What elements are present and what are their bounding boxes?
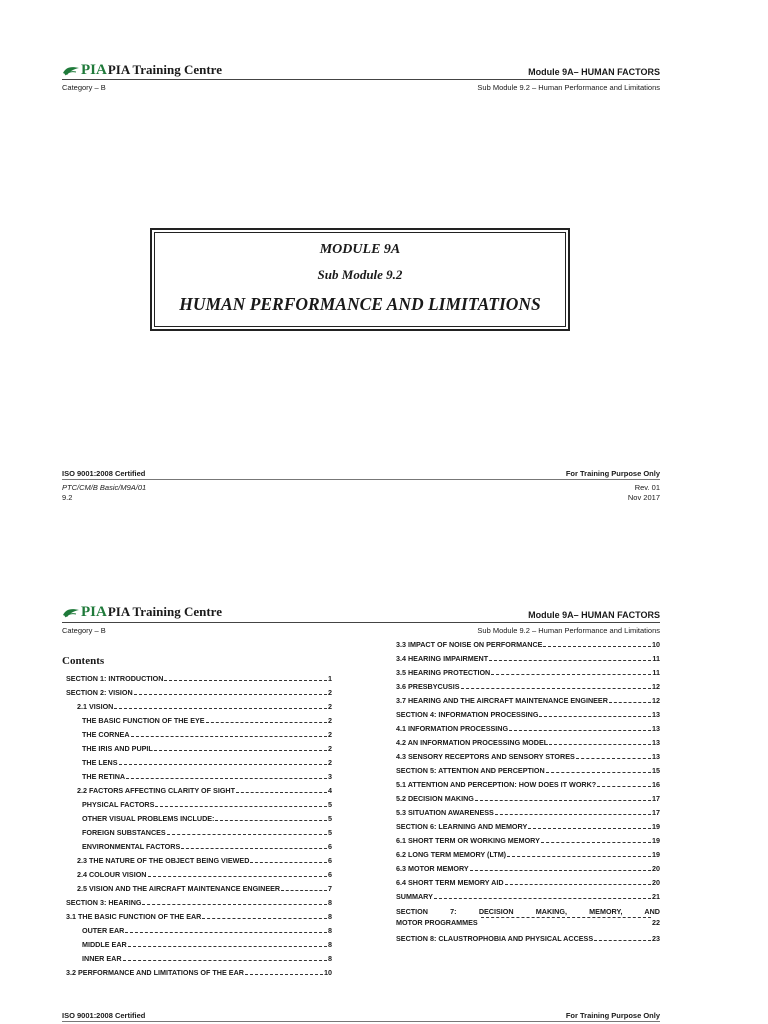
toc-entry-title: THE LENS xyxy=(82,758,118,767)
toc-entry-page: 8 xyxy=(328,940,332,949)
title-box xyxy=(150,228,570,331)
toc-entry-title: 2.5 VISION AND THE AIRCRAFT MAINTENANCE ENGINEER xyxy=(77,884,281,893)
toc-leader-dots xyxy=(528,828,651,829)
category-label: Category – B xyxy=(62,626,106,635)
pia-logo-icon xyxy=(62,607,80,619)
toc-entry-title: 6.1 SHORT TERM OR WORKING MEMORY xyxy=(396,836,540,845)
toc-leader-dots xyxy=(202,918,327,919)
toc-entry[interactable] xyxy=(396,848,660,862)
toc-leader-dots xyxy=(128,946,327,947)
toc-leader-dots xyxy=(126,778,327,779)
toc-entry-page: 8 xyxy=(328,954,332,963)
toc-entry-page: 22 xyxy=(652,918,660,927)
toc-leader-dots xyxy=(475,800,651,801)
toc-entry-title: SECTION 4: INFORMATION PROCESSING xyxy=(396,710,539,719)
toc-leader-dots xyxy=(491,674,651,675)
toc-leader-dots xyxy=(206,722,327,723)
logo-title: PIA Training Centre xyxy=(107,62,222,77)
toc-leader-dots xyxy=(123,960,327,961)
toc-entry-page: 5 xyxy=(328,828,332,837)
toc-entry[interactable] xyxy=(66,756,332,770)
toc-leader-dots xyxy=(507,856,651,857)
revision: Rev. 01 xyxy=(634,483,660,492)
toc-leader-dots xyxy=(597,786,651,787)
toc-left-column xyxy=(66,672,332,980)
toc-entry-title: SECTION 3: HEARING xyxy=(66,898,142,907)
toc-entry[interactable] xyxy=(396,806,660,820)
training-purpose-label: For Training Purpose Only xyxy=(565,469,660,478)
toc-entry[interactable] xyxy=(66,700,332,714)
toc-entry-page: 19 xyxy=(652,850,660,859)
toc-entry[interactable] xyxy=(66,798,332,812)
toc-entry[interactable] xyxy=(396,680,660,694)
toc-entry-title: THE IRIS AND PUPIL xyxy=(82,744,153,753)
toc-entry-page: 5 xyxy=(328,800,332,809)
toc-entry[interactable] xyxy=(396,834,660,848)
toc-entry[interactable] xyxy=(66,854,332,868)
toc-entry-title: 2.3 THE NATURE OF THE OBJECT BEING VIEWED xyxy=(77,856,250,865)
toc-entry[interactable] xyxy=(396,820,660,834)
toc-entry[interactable] xyxy=(66,952,332,966)
toc-entry[interactable] xyxy=(396,890,660,904)
toc-entry-title: 2.4 COLOUR VISION xyxy=(77,870,147,879)
logo xyxy=(62,63,222,77)
toc-entry[interactable] xyxy=(396,666,660,680)
submodule-title: Sub Module 9.2 xyxy=(317,267,403,282)
toc-entry[interactable] xyxy=(66,742,332,756)
toc-entry[interactable] xyxy=(66,938,332,952)
toc-entry-title: OTHER VISUAL PROBLEMS INCLUDE: xyxy=(82,814,215,823)
toc-leader-dots xyxy=(461,688,651,689)
toc-entry-page: 19 xyxy=(652,836,660,845)
toc-entry-title: 3.4 HEARING IMPAIRMENT xyxy=(396,654,489,663)
toc-entry-title: 3.3 IMPACT OF NOISE ON PERFORMANCE xyxy=(396,640,543,649)
revision-date: Nov 2017 xyxy=(627,493,660,502)
toc-entry-page: 12 xyxy=(652,696,660,705)
toc-leader-dots xyxy=(576,758,651,759)
toc-entry-title: PHYSICAL FACTORS xyxy=(82,800,155,809)
toc-entry-title: SECTION 5: ATTENTION AND PERCEPTION xyxy=(396,766,545,775)
toc-entry-page: 2 xyxy=(328,702,332,711)
logo-pia-text: PIA xyxy=(81,604,107,620)
toc-entry[interactable] xyxy=(66,714,332,728)
header-rule xyxy=(62,79,660,80)
toc-leader-dots xyxy=(470,870,651,871)
logo-pia-text: PIA xyxy=(81,62,107,78)
toc-entry-page: 11 xyxy=(652,668,660,677)
toc-leader-dots xyxy=(495,814,651,815)
toc-entry[interactable] xyxy=(66,784,332,798)
toc-leader-dots xyxy=(281,890,327,891)
toc-leader-dots xyxy=(546,772,651,773)
toc-entry-page: 12 xyxy=(652,682,660,691)
toc-entry-title: SECTION 8: CLAUSTROPHOBIA AND PHYSICAL ACCESS xyxy=(396,934,594,943)
toc-entry-page: 19 xyxy=(652,822,660,831)
toc-entry-title: SECTION 2: VISION xyxy=(66,688,133,697)
toc-entry-page: 13 xyxy=(652,738,660,747)
toc-leader-dots xyxy=(236,792,327,793)
toc-entry-title: OUTER EAR xyxy=(82,926,125,935)
toc-leader-dots xyxy=(245,974,323,975)
toc-entry-page: 13 xyxy=(652,724,660,733)
toc-entry[interactable] xyxy=(396,764,660,778)
toc-entry-page: 6 xyxy=(328,870,332,879)
toc-leader-dots xyxy=(543,646,651,647)
toc-entry-page: 17 xyxy=(652,808,660,817)
toc-entry[interactable] xyxy=(396,904,660,932)
toc-entry-title: 4.2 AN INFORMATION PROCESSING MODEL xyxy=(396,738,549,747)
header-rule xyxy=(62,622,660,623)
toc-entry-page: 15 xyxy=(652,766,660,775)
toc-leader-dots xyxy=(142,904,327,905)
toc-entry-page: 20 xyxy=(652,878,660,887)
toc-entry[interactable] xyxy=(66,826,332,840)
toc-entry-title: SECTION 7: DECISION MAKING, MEMORY, AND MOTOR PROGRAMMES 22 xyxy=(396,907,660,927)
toc-entry[interactable] xyxy=(66,924,332,938)
module-label: Module 9A– HUMAN FACTORS xyxy=(528,610,660,620)
toc-right-column xyxy=(396,638,660,946)
toc-entry[interactable] xyxy=(396,736,660,750)
pia-logo-icon xyxy=(62,65,80,77)
toc-entry[interactable] xyxy=(396,792,660,806)
toc-entry[interactable] xyxy=(66,672,332,686)
module-label: Module 9A– HUMAN FACTORS xyxy=(528,67,660,77)
toc-entry-title: 3.6 PRESBYCUSIS xyxy=(396,682,460,691)
toc-entry[interactable] xyxy=(66,868,332,882)
toc-entry-page: 7 xyxy=(328,884,332,893)
toc-entry-page: 6 xyxy=(328,856,332,865)
toc-leader-dots xyxy=(154,750,327,751)
toc-entry[interactable] xyxy=(396,932,660,946)
toc-entry-title: 2.1 VISION xyxy=(77,702,114,711)
toc-leader-dots xyxy=(155,806,327,807)
toc-entry-page: 13 xyxy=(652,710,660,719)
toc-entry-page: 8 xyxy=(328,898,332,907)
toc-entry-page: 8 xyxy=(328,926,332,935)
toc-entry-title: SECTION 6: LEARNING AND MEMORY xyxy=(396,822,528,831)
footer-rule xyxy=(62,1021,660,1022)
toc-entry-page: 20 xyxy=(652,864,660,873)
toc-entry-title: THE CORNEA xyxy=(82,730,130,739)
toc-leader-dots xyxy=(539,716,651,717)
toc-entry-page: 10 xyxy=(324,968,332,977)
doc-code: PTC/CM/B Basic/M9A/01 xyxy=(62,483,147,492)
toc-entry-title: 3.2 PERFORMANCE AND LIMITATIONS OF THE EAR xyxy=(66,968,244,977)
toc-entry[interactable] xyxy=(396,750,660,764)
toc-entry-title: THE BASIC FUNCTION OF THE EYE xyxy=(82,716,205,725)
toc-leader-dots xyxy=(148,876,328,877)
toc-entry-title: MIDDLE EAR xyxy=(82,940,127,949)
toc-entry-title: 6.3 MOTOR MEMORY xyxy=(396,864,469,873)
toc-leader-dots xyxy=(505,884,651,885)
toc-entry-page: 2 xyxy=(328,730,332,739)
iso-label: ISO 9001:2008 Certified xyxy=(62,1011,146,1020)
toc-entry-title: SECTION 1: INTRODUCTION xyxy=(66,674,164,683)
submodule-label: Sub Module 9.2 – Human Performance and Limitations xyxy=(477,83,660,92)
toc-entry-title: 5.1 ATTENTION AND PERCEPTION: HOW DOES IT WORK? xyxy=(396,780,597,789)
toc-entry-title: INNER EAR xyxy=(82,954,122,963)
toc-leader-dots xyxy=(167,834,327,835)
toc-entry-page: 2 xyxy=(328,744,332,753)
toc-leader-dots xyxy=(125,932,327,933)
toc-entry[interactable] xyxy=(66,728,332,742)
toc-entry-title: 4.1 INFORMATION PROCESSING xyxy=(396,724,509,733)
category-label: Category – B xyxy=(62,83,106,92)
toc-entry[interactable] xyxy=(396,694,660,708)
toc-entry-page: 3 xyxy=(328,772,332,781)
training-purpose-label: For Training Purpose Only xyxy=(565,1011,660,1020)
toc-entry-page: 4 xyxy=(328,786,332,795)
toc-entry-page: 13 xyxy=(652,752,660,761)
toc-leader-dots xyxy=(134,694,327,695)
toc-entry-title: 5.2 DECISION MAKING xyxy=(396,794,474,803)
toc-entry-page: 1 xyxy=(328,674,332,683)
toc-entry-title: ENVIRONMENTAL FACTORS xyxy=(82,842,181,851)
toc-entry-page: 21 xyxy=(652,892,660,901)
toc-entry-title: THE RETINA xyxy=(82,772,126,781)
toc-leader-dots xyxy=(489,660,651,661)
toc-entry[interactable] xyxy=(66,966,332,980)
toc-entry[interactable] xyxy=(396,722,660,736)
toc-entry-title: SUMMARY xyxy=(396,892,433,901)
toc-leader-dots xyxy=(181,848,327,849)
toc-leader-dots xyxy=(164,680,327,681)
iso-label: ISO 9001:2008 Certified xyxy=(62,469,146,478)
main-title: HUMAN PERFORMANCE AND LIMITATIONS xyxy=(179,294,541,314)
toc-leader-dots xyxy=(434,898,651,899)
toc-entry[interactable] xyxy=(396,708,660,722)
toc-leader-dots xyxy=(114,708,327,709)
toc-entry-title: 3.7 HEARING AND THE AIRCRAFT MAINTENANCE ENGINEER xyxy=(396,696,608,705)
contents-heading: Contents xyxy=(62,655,105,667)
toc-entry[interactable] xyxy=(396,862,660,876)
toc-entry-page: 2 xyxy=(328,716,332,725)
toc-entry[interactable] xyxy=(66,840,332,854)
toc-leader-dots xyxy=(549,744,651,745)
toc-entry-title: 6.2 LONG TERM MEMORY (LTM) xyxy=(396,850,507,859)
toc-entry-page: 23 xyxy=(652,934,660,943)
toc-entry-page: 10 xyxy=(652,640,660,649)
toc-leader-dots xyxy=(481,917,651,918)
toc-entry-title: FOREIGN SUBSTANCES xyxy=(82,828,166,837)
submodule-label: Sub Module 9.2 – Human Performance and Limitations xyxy=(477,626,660,635)
toc-entry-page: 16 xyxy=(652,780,660,789)
toc-leader-dots xyxy=(509,730,651,731)
toc-entry-title: 6.4 SHORT TERM MEMORY AID xyxy=(396,878,504,887)
toc-entry-title: 2.2 FACTORS AFFECTING CLARITY OF SIGHT xyxy=(77,786,236,795)
toc-entry[interactable] xyxy=(66,812,332,826)
toc-leader-dots xyxy=(250,862,327,863)
toc-entry-page: 17 xyxy=(652,794,660,803)
toc-entry-page: 8 xyxy=(328,912,332,921)
toc-entry-title: 3.1 THE BASIC FUNCTION OF THE EAR xyxy=(66,912,202,921)
toc-entry[interactable] xyxy=(66,896,332,910)
footer-rule xyxy=(62,479,660,480)
toc-leader-dots xyxy=(215,820,327,821)
toc-entry[interactable] xyxy=(66,770,332,784)
toc-entry-page: 6 xyxy=(328,842,332,851)
logo xyxy=(62,605,222,619)
toc-entry[interactable] xyxy=(396,876,660,890)
toc-entry[interactable] xyxy=(66,882,332,896)
toc-entry-page: 2 xyxy=(328,688,332,697)
toc-entry-title: 4.3 SENSORY RECEPTORS AND SENSORY STORES xyxy=(396,752,575,761)
toc-entry[interactable] xyxy=(66,910,332,924)
module-title: MODULE 9A xyxy=(319,242,401,257)
toc-entry-page: 5 xyxy=(328,814,332,823)
page-number: 9.2 xyxy=(62,493,73,502)
toc-entry-page: 11 xyxy=(652,654,660,663)
toc-entry[interactable] xyxy=(396,638,660,652)
toc-leader-dots xyxy=(541,842,651,843)
toc-entry-title: 3.5 HEARING PROTECTION xyxy=(396,668,491,677)
toc-leader-dots xyxy=(609,702,651,703)
toc-entry[interactable] xyxy=(396,778,660,792)
toc-entry[interactable] xyxy=(396,652,660,666)
toc-entry[interactable] xyxy=(66,686,332,700)
toc-leader-dots xyxy=(119,764,327,765)
toc-entry-page: 2 xyxy=(328,758,332,767)
toc-leader-dots xyxy=(594,940,651,941)
logo-title: PIA Training Centre xyxy=(107,604,222,619)
toc-leader-dots xyxy=(131,736,327,737)
toc-entry-title: 5.3 SITUATION AWARENESS xyxy=(396,808,494,817)
